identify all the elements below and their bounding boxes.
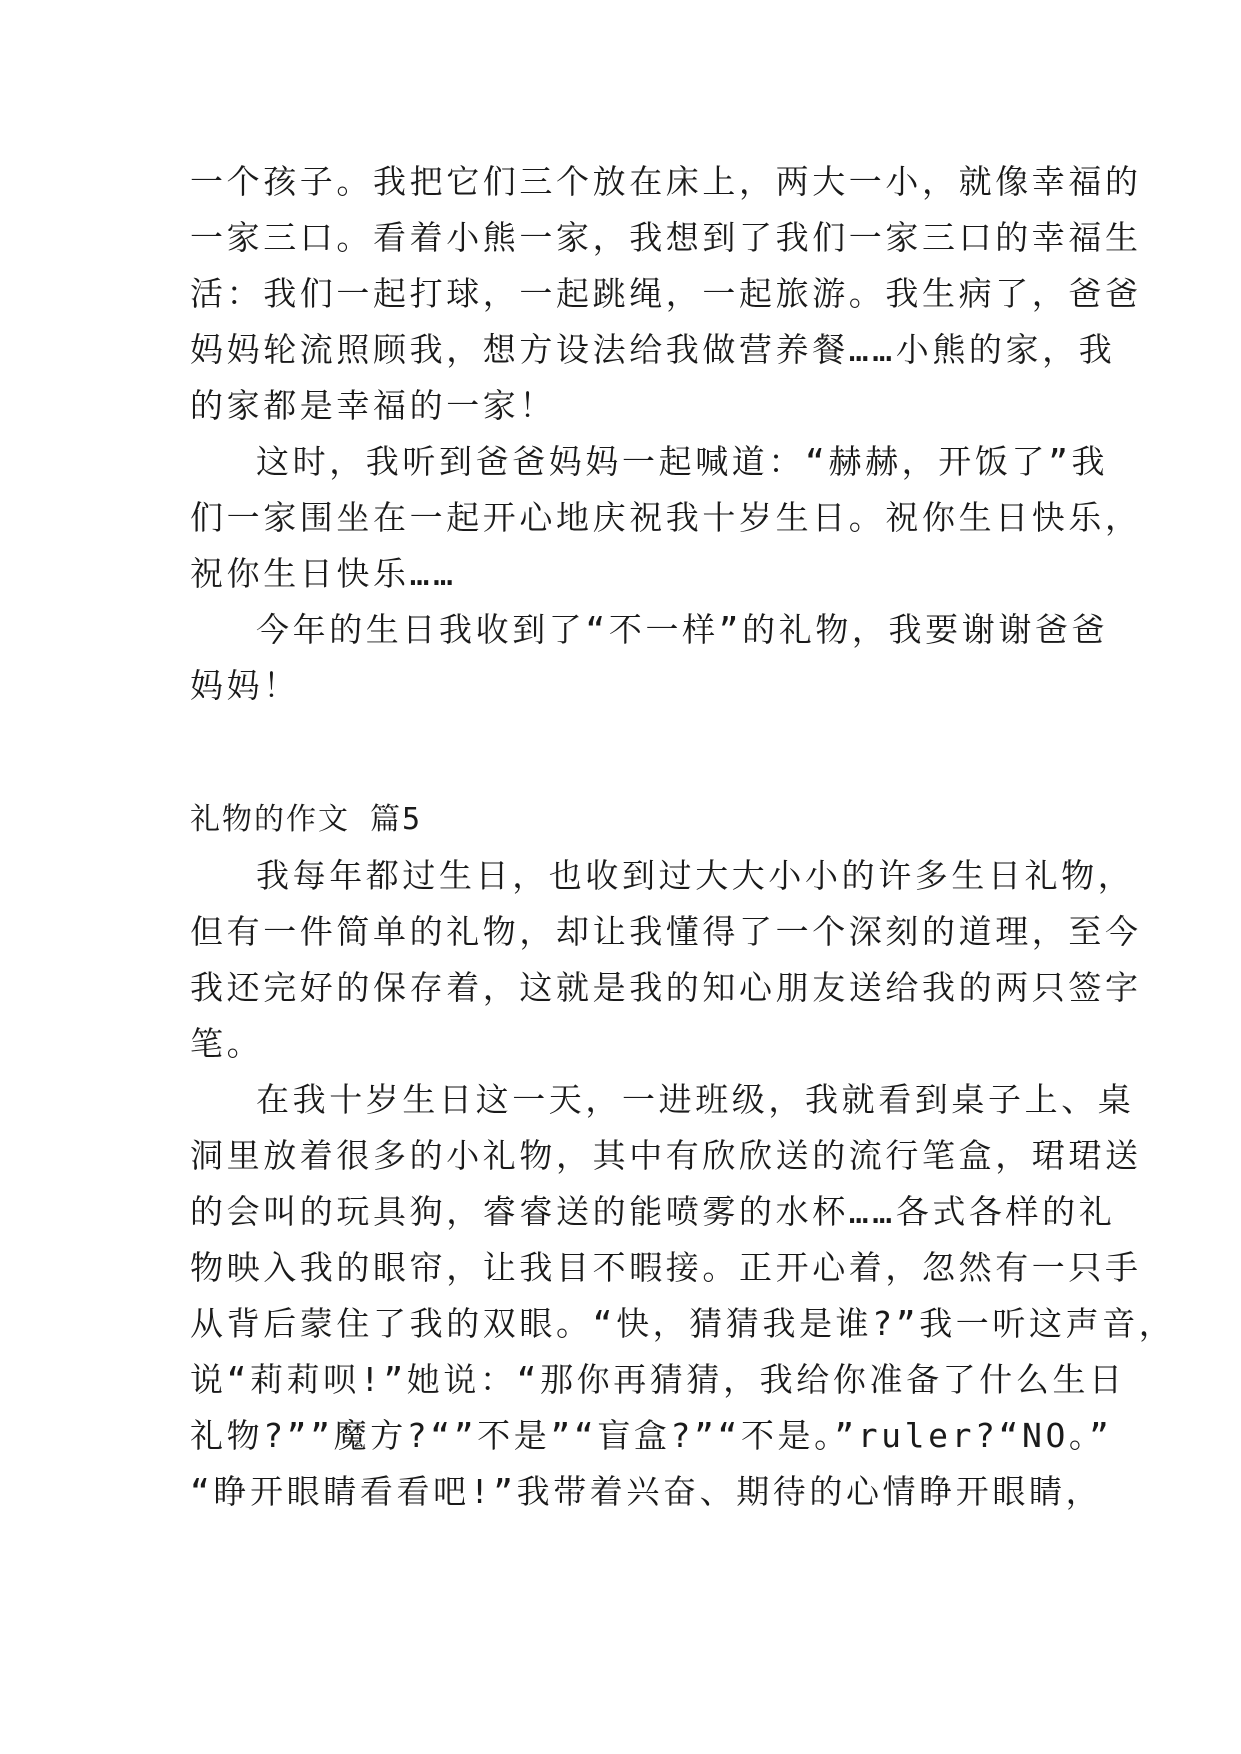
text-line: 但有一件简单的礼物，却让我懂得了一个深刻的道理，至今 bbox=[190, 912, 1142, 951]
text-line: 妈妈！ bbox=[190, 666, 300, 705]
text-line: 我每年都过生日，也收到过大大小小的许多生日礼物， bbox=[256, 856, 1135, 895]
text-line: 们一家围坐在一起开心地庆祝我十岁生日。祝你生日快乐， bbox=[190, 498, 1142, 537]
text-line: 在我十岁生日这一天，一进班级，我就看到桌子上、桌 bbox=[256, 1080, 1135, 1119]
text-line: 物映入我的眼帘，让我目不暇接。正开心着，忽然有一只手 bbox=[190, 1248, 1142, 1287]
text-line: 洞里放着很多的小礼物，其中有欣欣送的流行笔盒，珺珺送 bbox=[190, 1136, 1142, 1175]
text-line: 活：我们一起打球，一起跳绳，一起旅游。我生病了，爸爸 bbox=[190, 274, 1142, 313]
text-line: 的家都是幸福的一家！ bbox=[190, 386, 556, 425]
text-line: 祝你生日快乐…… bbox=[190, 554, 457, 593]
text-line: 的会叫的玩具狗，睿睿送的能喷雾的水杯……各式各样的礼 bbox=[190, 1192, 1116, 1231]
text-line: 我还完好的保存着，这就是我的知心朋友送给我的两只签字 bbox=[190, 968, 1142, 1007]
text-line: 笔。 bbox=[190, 1024, 264, 1063]
text-line: “睁开眼睛看看吧!”我带着兴奋、期待的心情睁开眼睛， bbox=[190, 1472, 1103, 1511]
section-heading: 礼物的作文 篇5 bbox=[190, 802, 423, 837]
text-line: 一个孩子。我把它们三个放在床上，两大一小，就像幸福的 bbox=[190, 162, 1142, 201]
text-line: 从背后蒙住了我的双眼。“快，猜猜我是谁?”我一听这声音， bbox=[190, 1304, 1176, 1343]
text-line: 一家三口。看着小熊一家，我想到了我们一家三口的幸福生 bbox=[190, 218, 1142, 257]
text-line: 礼物?””魔方?“”不是”“盲盒?”“不是。”ruler?“NO。” bbox=[190, 1416, 1113, 1455]
text-line: 说“莉莉呗!”她说：“那你再猜猜，我给你准备了什么生日 bbox=[190, 1360, 1126, 1399]
text-line: 这时，我听到爸爸妈妈一起喊道：“赫赫，开饭了”我 bbox=[256, 442, 1109, 481]
text-line: 今年的生日我收到了“不一样”的礼物，我要谢谢爸爸 bbox=[256, 610, 1109, 649]
text-line: 妈妈轮流照顾我，想方设法给我做营养餐……小熊的家，我 bbox=[190, 330, 1116, 369]
